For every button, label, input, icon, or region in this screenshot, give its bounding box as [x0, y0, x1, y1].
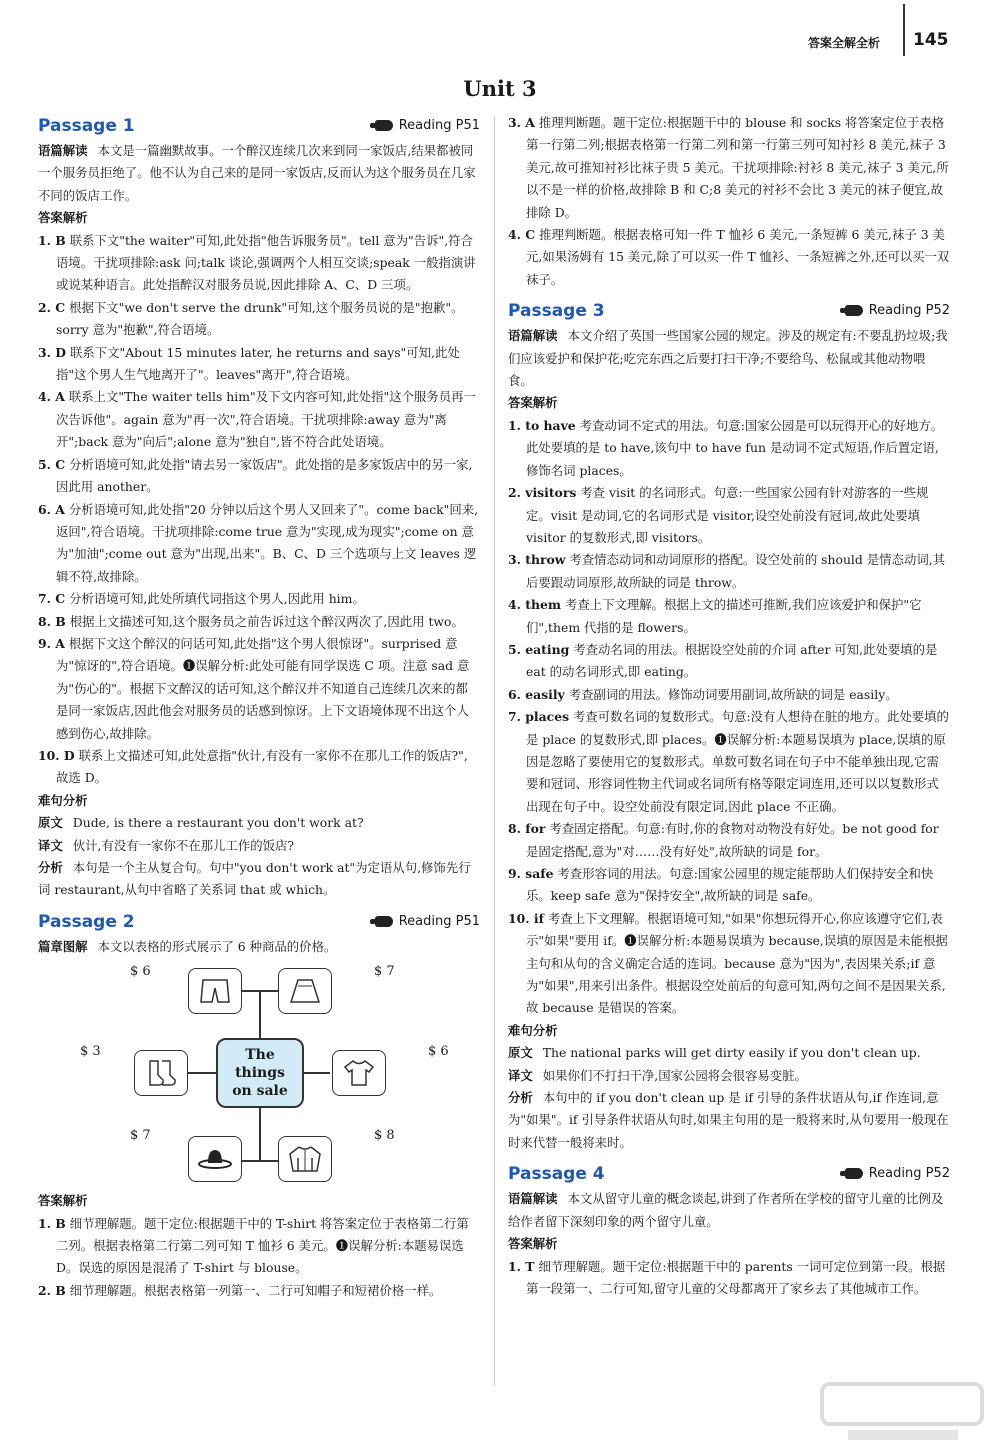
answer-item [38, 230, 480, 297]
diagram-center-label [216, 1038, 304, 1108]
answers-heading: 答案解析 [508, 395, 558, 411]
reading-ref-text: Reading P52 [868, 1166, 950, 1182]
hard-sentence-row [38, 812, 480, 834]
answer-item [508, 639, 950, 684]
hat-icon [188, 1136, 242, 1182]
price-label: $ 8 [374, 1128, 395, 1144]
passage-title: Passage 3 [508, 301, 605, 322]
answer-number: 7. C [38, 591, 66, 607]
answer-item [38, 611, 480, 633]
hard-sentence-text: 本句是一个主从复合句。句中"you don't work at"为定语从句,修饰先行词 restaurant,从句中省略了关系词 that 或 which。 [38, 860, 471, 898]
answer-item [38, 633, 480, 745]
page-header [0, 0, 1000, 60]
intro-text: 本文从留守儿童的概念谈起,讲到了作者所在学校的留守儿童的比例及给作者留下深刻印象的两个留守儿童。 [508, 1191, 944, 1229]
answer-list [508, 415, 950, 1020]
answer-item [38, 1213, 480, 1280]
answer-text: 分析语境可知,此处所填代词指这个男人,因此用 him。 [69, 591, 365, 607]
answer-item [508, 818, 950, 863]
answer-text: 联系下文"the waiter"可知,此处指"他告诉服务员"。tell 意为"告诉",符合语境。干扰项排除:ask 问;talk 谈论,强调两个人相互交谈;speak 一般指演讲或说某种语言。此处指醉汉对服务员说,因此排除 A、C、D 三项。 [56, 232, 476, 293]
answer-text: 细节理解题。题干定位:根据题干中的 parents 一词可定位到第一段。根据第一段第一、二行可知,留守儿童的父母都离开了家乡去了其他城市工作。 [526, 1258, 946, 1296]
pointing-hand-icon [375, 120, 393, 131]
answer-item [508, 863, 950, 908]
answer-text: 细节理解题。根据表格第一列第一、二行可知帽子和短裙价格一样。 [69, 1282, 442, 1298]
answer-number: 6. A [38, 501, 65, 517]
answer-number: 4. C [508, 227, 536, 243]
answer-number: 4. A [38, 389, 65, 405]
passage-intro [508, 1188, 950, 1233]
answer-list [38, 230, 480, 790]
reading-ref [375, 914, 480, 929]
column-divider [494, 116, 495, 1386]
answer-text: 分析语境可知,此处指"20 分钟以后这个男人又回来了"。come back"回来,返回",符合语境。干扰项排除:come true 意为"实现,成为现实";come on 意为"加油";come out 意为"出现,出来"。B、C、D 三个选项与上文 leaves 逻辑不符,故排除。 [56, 501, 479, 584]
skirt-icon [278, 968, 332, 1014]
answer-text: 考查动名词的用法。根据设空处前的介词 after 可知,此处要填的是 eat 的动名词形式,即 eating。 [526, 641, 938, 680]
intro-text: 本文是一篇幽默故事。一个醉汉连续几次来到同一家饭店,结果都被同一个服务员拒绝了。他不认为自己来的是同一家饭店,反而认为这个服务员在几家不同的饭店工作。 [38, 143, 476, 203]
intro-text: 本文介绍了英国一些国家公园的规定。涉及的规定有:不要乱扔垃圾;我们应该爱护和保护花;吃完东西之后要打扫干净;不要给鸟、松鼠或其他动物喂食。 [508, 328, 948, 389]
answers-heading: 答案解析 [508, 1236, 558, 1252]
answer-item [508, 415, 950, 482]
watermark-logo [818, 1380, 988, 1450]
unit-title: Unit 3 [463, 76, 537, 101]
answer-item [38, 297, 480, 342]
hard-sentence-row [38, 835, 480, 857]
answer-item [38, 342, 480, 387]
price-label: $ 7 [130, 1128, 151, 1144]
answer-number: 3. D [38, 344, 66, 360]
answers-heading: 答案解析 [38, 210, 88, 226]
answer-item [38, 454, 480, 499]
price-label: $ 3 [80, 1044, 101, 1060]
answer-text: 考查形容词的用法。句意:国家公园里的规定能帮助人们保持安全和快乐。keep safe 意为"保持安全",故所缺的词是 safe。 [526, 866, 934, 904]
answer-item [508, 224, 950, 291]
hard-sentence-text: 如果你们不打扫干净,国家公园将会很容易变脏。 [542, 1067, 807, 1083]
pointing-hand-icon [375, 916, 393, 927]
answer-text: 考查 visit 的名词形式。句意:一些国家公园有针对游客的一些规定。visit 是动词,它的名词形式是 visitor,设空处前没有冠词,故此处要填 visitor 的复数形式,即 visitors。 [526, 485, 929, 545]
answer-text: 考查副词的用法。修饰动词要用副词,故所缺的词是 easily。 [568, 686, 898, 702]
hard-sentence-heading: 难句分析 [38, 792, 88, 808]
answer-text: 根据下文"we don't serve the drunk"可知,这个服务员说的是"抱歉"。sorry 意为"抱歉",符合语境。 [56, 299, 464, 338]
answer-number: 5. eating [508, 641, 570, 657]
answer-number: 2. visitors [508, 485, 577, 501]
answer-text: 细节理解题。题干定位:根据题干中的 T-shirt 将答案定位于表格第二行第二列。根据表格第二行第二列可知 T 恤衫 6 美元。❶误解分析:本题易误选 D。误选的原因是混淆了 T-shirt 与 blouse。 [56, 1215, 469, 1276]
passage-intro [508, 325, 950, 392]
answer-number: 2. C [38, 299, 66, 315]
answer-text: 联系上文描述可知,此处意指"伙计,有没有一家你不在那儿工作的饭店?",故选 D。 [56, 747, 468, 786]
passage-intro [38, 936, 480, 958]
answer-list [508, 112, 950, 291]
hard-sentence-label: 分析 [38, 860, 63, 875]
socks-icon [134, 1050, 188, 1096]
tshirt-icon [332, 1050, 386, 1096]
answer-item [38, 499, 480, 589]
answer-text: 联系上文"The waiter tells him"及下文内容可知,此处指"这个服务员再一次告诉他"。again 意为"再一次",符合语境。干扰项排除:away 意为"离开";back 意为"向后";alone 意为"独自",皆不符合此处语境。 [56, 389, 476, 450]
hard-sentence-label: 译文 [508, 1067, 533, 1083]
answer-number: 9. A [38, 635, 65, 651]
reading-ref [375, 118, 480, 133]
answer-text: 根据下文这个醉汉的问话可知,此处指"这个男人很惊讶"。surprised 意为"惊讶的",符合语境。❶误解分析:此处可能有同学误选 C 项。注意 sad 意为"伤心的"。根据下文醉汉的话可知,这个醉汉并不知道自己连续几次来的都是同一家饭店,因此他会对服务员的话感到惊讶。上下文语境体现不出这个人感到伤心,故排除。 [56, 635, 470, 741]
answer-item [508, 594, 950, 639]
reading-ref-text: Reading P51 [398, 913, 480, 929]
pointing-hand-icon [845, 1168, 863, 1179]
answer-item [508, 112, 950, 224]
hard-sentence-text: 伙计,有没有一家你不在那儿工作的饭店? [72, 837, 295, 853]
answer-item [38, 588, 480, 610]
intro-label: 语篇解读 [508, 328, 558, 344]
answer-text: 考查可数名词的复数形式。句意:没有人想待在脏的地方。此处要填的是 place 的复数形式,即 places。❶误解分析:本题易误填为 place,误填的原因是忽略了要使用它的复数形式。单数可数名词在句子中不能单独出现,它需要和冠词、形容词性物主代词或名词所有格等限定词连用,还可以以复数形式出现在句子中。设空处前没有限定词,因此 place 不正确。 [526, 709, 949, 814]
pointing-hand-icon [845, 305, 863, 316]
answer-text: 推理判断题。根据表格可知一件 T 恤衫 6 美元,一条短裤 6 美元,袜子 3 美元,如果汤姆有 15 美元,除了可以买一件 T 恤衫、一条短裤之外,还可以买一双袜子。 [526, 227, 950, 287]
hard-sentence-row [38, 857, 480, 902]
passage-4-header [508, 1164, 950, 1184]
center-line: things [235, 1065, 285, 1082]
reading-ref-text: Reading P52 [868, 303, 950, 319]
passage-2-header [38, 912, 480, 932]
hard-sentence-text: Dude, is there a restaurant you don't work at? [72, 815, 364, 831]
intro-label: 语篇解读 [38, 143, 88, 158]
price-label: $ 7 [374, 964, 395, 980]
answer-number: 6. easily [508, 686, 565, 702]
answer-text: 考查情态动词和动词原形的搭配。设空处前的 should 是情态动词,其后要跟动词原形,故所缺的词是 throw。 [526, 552, 946, 590]
answer-number: 3. throw [508, 552, 566, 568]
reading-ref-text: Reading P51 [398, 118, 480, 133]
hard-sentence-label: 分析 [508, 1090, 533, 1106]
answer-item [508, 684, 950, 706]
left-column [38, 112, 480, 1302]
center-line: The [245, 1047, 275, 1064]
answer-number: 1. T [508, 1258, 535, 1274]
passage-title: Passage 2 [38, 911, 135, 932]
answer-number: 9. safe [508, 866, 554, 881]
right-column [508, 112, 950, 1300]
reading-ref [845, 303, 950, 318]
answer-text: 考查动词不定式的用法。句意:国家公园是可以玩得开心的好地方。此处要填的是 to have,该句中 to have fun 是动词不定式短语,作后置定语,修饰名词 places。 [526, 417, 944, 478]
answer-number: 1. to have [508, 417, 576, 433]
answer-text: 考查固定搭配。句意:有时,你的食物对动物没有好处。be not good for 是固定搭配,意为"对……没有好处",故所缺的词是 for。 [526, 821, 939, 859]
answer-text: 推理判断题。题干定位:根据题干中的 blouse 和 socks 将答案定位于表格第一行第二列;根据表格第一行第二列和第一行第三列可知衬衫 8 美元,袜子 3 美元,故可推知衬衫比袜子贵 5 美元。干扰项排除:衬衫 8 美元,袜子 3 美元,所以不是一样的价格,故排除 B 和 C;8 美元的衬衫不会比 3 美元的袜子便宜,故排除 D。 [526, 115, 949, 220]
intro-label: 语篇解读 [508, 1191, 558, 1207]
passage-title: Passage 4 [508, 1164, 605, 1185]
answer-item [508, 1256, 950, 1301]
answer-number: 10. if [508, 910, 544, 926]
page-number: 145 [913, 30, 949, 50]
hard-sentence-row [508, 1065, 950, 1087]
answer-number: 5. C [38, 456, 66, 472]
answer-item [508, 706, 950, 818]
answer-number: 10. D [38, 747, 75, 763]
shorts-icon [188, 968, 242, 1014]
answer-text: 考查上下文理解。根据语境可知,"如果"你想玩得开心,你应该遵守它们,表示"如果"要用 if。❶误解分析:本题易误填为 because,误填的原因是未能根据主句和从句的含义确定合适的连词。because 意为"因为",表因果关系;if 意为"如果",用来引出条件。根据设空处前后的句意可知,两句之间不是因果关系,故 because 是错误的答案。 [526, 910, 948, 1016]
answer-number: 7. places [508, 709, 570, 725]
answer-number: 3. A [508, 115, 535, 130]
hard-sentence-label: 译文 [38, 837, 63, 853]
answer-item [38, 745, 480, 790]
price-label: $ 6 [428, 1044, 449, 1060]
reading-ref [845, 1166, 950, 1181]
answer-number: 2. B [38, 1282, 66, 1298]
hard-sentence-list [508, 1042, 950, 1154]
answer-number: 4. them [508, 597, 561, 613]
hard-sentence-text: The national parks will get dirty easily if you don't clean up. [542, 1045, 921, 1061]
blouse-icon [278, 1136, 332, 1182]
answer-item [508, 549, 950, 594]
header-section-label: 答案全解全析 [808, 36, 881, 50]
answer-number: 8. B [38, 613, 66, 629]
answer-number: 1. B [38, 232, 66, 248]
answer-number: 1. B [38, 1215, 66, 1231]
hard-sentence-list [38, 812, 480, 902]
passage-1-header [38, 116, 480, 136]
answer-item [508, 482, 950, 549]
hard-sentence-heading: 难句分析 [508, 1022, 558, 1038]
passage-title: Passage 1 [38, 116, 135, 136]
hard-sentence-label: 原文 [508, 1045, 533, 1061]
answer-text: 联系下文"About 15 minutes later, he returns and says"可知,此处指"这个男人生气地离开了"。leaves"离开",符合语境。 [56, 344, 460, 383]
answer-list [38, 1213, 480, 1303]
answers-heading: 答案解析 [38, 1193, 88, 1209]
center-line: on sale [232, 1083, 288, 1100]
answer-item [38, 1280, 480, 1302]
answer-text: 根据上文描述可知,这个服务员之前告诉过这个醉汉两次了,因此用 two。 [69, 613, 464, 629]
hard-sentence-label: 原文 [38, 815, 63, 831]
answer-text: 考查上下文理解。根据上文的描述可推断,我们应该爱护和保护"它们",them 代指的是 flowers。 [526, 597, 922, 635]
passage-3-header [508, 301, 950, 321]
hard-sentence-row [508, 1087, 950, 1154]
intro-text: 本文以表格的形式展示了 6 种商品的价格。 [97, 938, 337, 954]
header-divider [903, 4, 905, 56]
answer-item [38, 386, 480, 453]
hard-sentence-text: 本句中的 if you don't clean up 是 if 引导的条件状语从句,if 作连词,意为"如果"。if 引导条件状语从句时,如果主句用的是一般将来时,从句要用一般现在时来代替一般将来时。 [508, 1090, 949, 1150]
intro-label: 篇章图解 [38, 938, 88, 954]
hard-sentence-row [508, 1042, 950, 1064]
answer-text: 分析语境可知,此处指"请去另一家饭店"。此处指的是多家饭店中的另一家,因此用 another。 [56, 456, 473, 495]
answer-list [508, 1256, 950, 1301]
things-on-sale-diagram [38, 960, 480, 1186]
answer-number: 8. for [508, 821, 546, 837]
answer-item [508, 908, 950, 1020]
passage-intro [38, 140, 480, 207]
price-label: $ 6 [130, 964, 151, 980]
